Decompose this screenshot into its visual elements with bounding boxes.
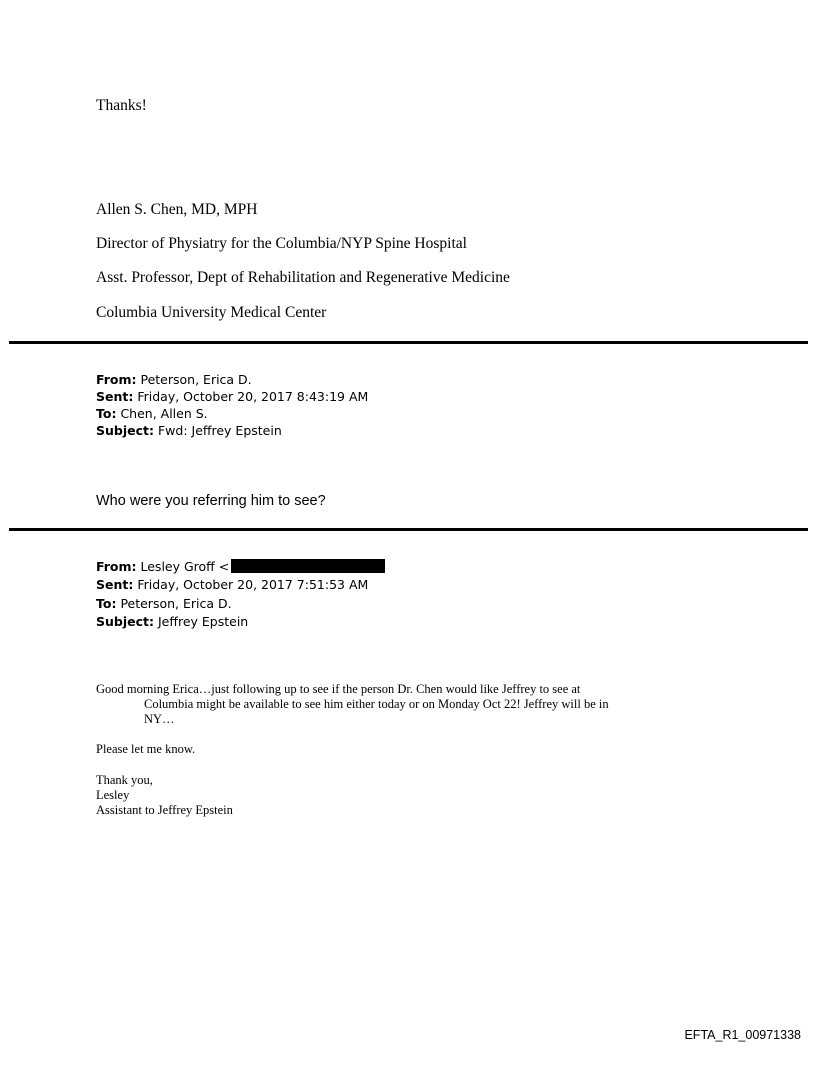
document-id: EFTA_R1_00971338 bbox=[684, 1028, 801, 1042]
closing-line: Lesley bbox=[96, 788, 130, 802]
sent-line bbox=[96, 388, 368, 405]
subject-label: Subject: bbox=[96, 423, 154, 438]
from-line bbox=[96, 371, 252, 388]
body-line: NY… bbox=[144, 712, 175, 726]
to-line bbox=[96, 405, 208, 422]
signature-title-2: Asst. Professor, Dept of Rehabilitation and Regenerative Medicine bbox=[96, 269, 510, 286]
body-line: Good morning Erica…just following up to see if the person Dr. Chen would like Jeffrey to see at bbox=[96, 682, 581, 696]
divider bbox=[9, 341, 808, 344]
subject-line bbox=[96, 422, 282, 439]
to-value: Peterson, Erica D. bbox=[120, 596, 232, 611]
subject-value: Fwd: Jeffrey Epstein bbox=[157, 423, 282, 438]
to-value: Chen, Allen S. bbox=[120, 406, 208, 421]
sent-value: Friday, October 20, 2017 8:43:19 AM bbox=[137, 389, 369, 404]
from-line bbox=[96, 558, 385, 575]
signature-name: Allen S. Chen, MD, MPH bbox=[96, 201, 258, 218]
email-body-1: Who were you referring him to see? bbox=[96, 493, 326, 509]
to-label: To: bbox=[96, 406, 117, 421]
subject-label: Subject: bbox=[96, 614, 154, 629]
thanks-text: Thanks! bbox=[96, 97, 147, 114]
divider bbox=[9, 528, 808, 531]
to-line bbox=[96, 595, 232, 612]
signature-title-1: Director of Physiatry for the Columbia/NYP Spine Hospital bbox=[96, 235, 467, 252]
closing-line: Thank you, bbox=[96, 773, 153, 787]
from-label: From: bbox=[96, 372, 137, 387]
body-line: Please let me know. bbox=[96, 742, 196, 756]
redaction-bar bbox=[231, 559, 385, 573]
sent-value: Friday, October 20, 2017 7:51:53 AM bbox=[137, 577, 369, 592]
sent-label: Sent: bbox=[96, 389, 134, 404]
from-label: From: bbox=[96, 559, 137, 574]
subject-line bbox=[96, 613, 248, 630]
sent-line bbox=[96, 576, 368, 593]
from-value: Lesley Groff < bbox=[140, 559, 230, 574]
body-line: Columbia might be available to see him either today or on Monday Oct 22! Jeffrey will be in bbox=[144, 697, 609, 711]
from-value: Peterson, Erica D. bbox=[140, 372, 252, 387]
signature-org: Columbia University Medical Center bbox=[96, 304, 327, 321]
closing-line: Assistant to Jeffrey Epstein bbox=[96, 803, 233, 817]
subject-value: Jeffrey Epstein bbox=[157, 614, 249, 629]
sent-label: Sent: bbox=[96, 577, 134, 592]
to-label: To: bbox=[96, 596, 117, 611]
